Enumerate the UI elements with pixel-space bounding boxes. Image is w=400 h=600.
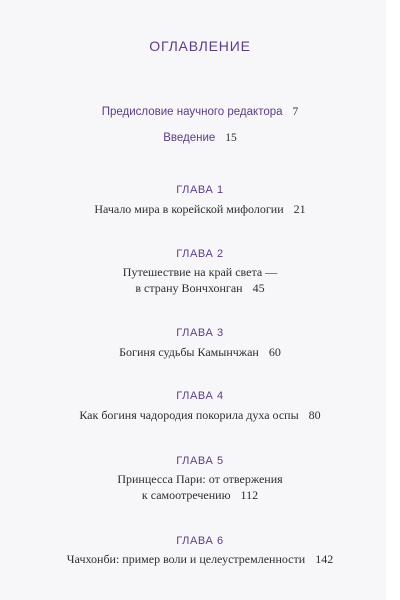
toc-entry-page: 45	[252, 281, 265, 295]
toc-entry-label: Предисловие научного редактора	[101, 106, 283, 118]
chapter-6-label: ГЛАВА 6	[176, 535, 224, 547]
toc-entry-page: 112	[240, 488, 259, 502]
toc-entry-chapter-5[interactable]	[0, 471, 400, 503]
toc-entry-page: 142	[315, 552, 334, 566]
chapter-title-line-2	[0, 487, 400, 503]
toc-entry-chapter-3[interactable]	[0, 344, 400, 360]
chapter-4-label: ГЛАВА 4	[176, 390, 224, 402]
toc-entry-chapter-1[interactable]	[0, 201, 400, 217]
toc-entry-label: Введение	[163, 132, 216, 144]
chapter-5-label: ГЛАВА 5	[176, 455, 224, 467]
chapter-title: к самоотречению	[141, 488, 231, 502]
toc-entry-page: 80	[308, 408, 321, 422]
chapter-2-label: ГЛАВА 2	[176, 248, 224, 260]
toc-entry-page: 7	[292, 106, 299, 118]
toc-entry-page: 15	[225, 132, 237, 144]
page-edge	[386, 0, 400, 600]
toc-entry-page: 60	[268, 345, 281, 359]
chapter-1-label: ГЛАВА 1	[176, 184, 224, 196]
chapter-title: в страну Вончхонган	[135, 281, 243, 295]
toc-entry-chapter-6[interactable]	[0, 551, 400, 567]
toc-entry-foreword[interactable]	[0, 104, 400, 120]
chapter-title-line-1: Принцесса Пари: от отвержения	[117, 472, 283, 486]
chapter-title: Чачхонби: пример воли и целеустремленности	[66, 552, 306, 566]
chapter-title-line-2	[0, 280, 400, 296]
toc-title: ОГЛАВЛЕНИЕ	[149, 38, 251, 54]
toc-entry-introduction[interactable]	[0, 130, 400, 146]
toc-entry-page: 21	[293, 202, 306, 216]
toc-entry-chapter-4[interactable]	[0, 407, 400, 423]
toc-entry-chapter-2[interactable]	[0, 264, 400, 296]
chapter-title: Как богиня чадородия покорила духа оспы	[79, 408, 299, 422]
chapter-title-line-1: Путешествие на край света —	[122, 265, 278, 279]
chapter-title: Богиня судьбы Камынчжан	[119, 345, 259, 359]
chapter-title: Начало мира в корейской мифологии	[94, 202, 284, 216]
chapter-3-label: ГЛАВА 3	[176, 327, 224, 339]
